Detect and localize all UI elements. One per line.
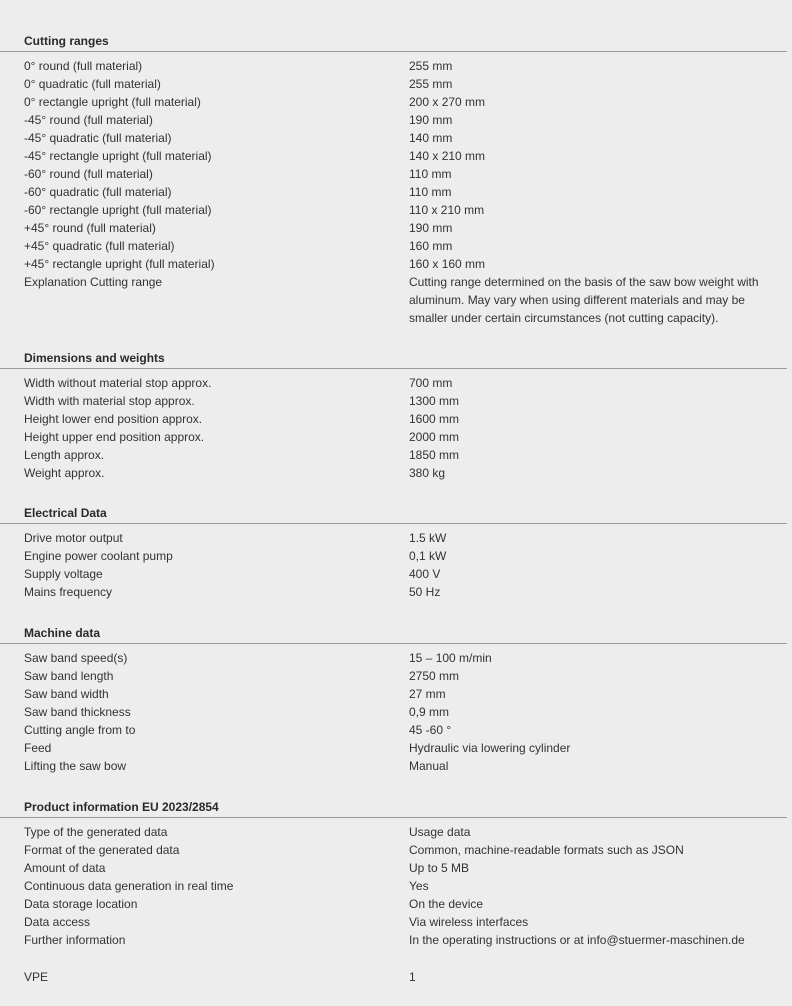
vpe-label: VPE xyxy=(24,970,49,984)
spec-row xyxy=(23,446,787,464)
spec-row xyxy=(23,667,787,685)
spec-label: Feed xyxy=(24,741,52,755)
spec-label: -45° quadratic (full material) xyxy=(24,131,172,145)
spec-row xyxy=(23,877,787,895)
spec-value: 190 mm xyxy=(409,221,453,235)
spec-label: 0° round (full material) xyxy=(24,59,143,73)
spec-row xyxy=(23,757,787,775)
spec-row xyxy=(23,968,787,986)
spec-row xyxy=(23,913,787,931)
spec-row xyxy=(23,147,787,165)
spec-value: Common, machine-readable formats such as JSON xyxy=(409,843,684,857)
spec-value: 110 mm xyxy=(409,167,452,181)
spec-value: 1300 mm xyxy=(409,394,460,408)
spec-rows xyxy=(23,649,787,775)
section-title: Product information EU 2023/2854 xyxy=(24,800,219,814)
spec-label: -45° rectangle upright (full material) xyxy=(24,149,212,163)
vpe-value: 1 xyxy=(409,970,416,984)
spec-label: +45° quadratic (full material) xyxy=(24,239,175,253)
spec-row xyxy=(23,565,787,583)
spec-value: 2750 mm xyxy=(409,669,460,683)
spec-label: 0° quadratic (full material) xyxy=(24,77,161,91)
spec-label: Cutting angle from to xyxy=(24,723,136,737)
spec-row xyxy=(23,529,787,547)
spec-row xyxy=(23,547,787,565)
section-title: Machine data xyxy=(24,626,101,640)
section-title: Dimensions and weights xyxy=(24,351,165,365)
spec-row xyxy=(23,75,787,93)
spec-label: Height lower end position approx. xyxy=(24,412,203,426)
section-divider xyxy=(0,643,787,644)
spec-row xyxy=(23,739,787,757)
spec-value: 1.5 kW xyxy=(409,531,447,545)
spec-label: Weight approx. xyxy=(24,466,105,480)
spec-value: 1600 mm xyxy=(409,412,460,426)
section-divider xyxy=(0,368,787,369)
spec-row xyxy=(23,685,787,703)
section-divider xyxy=(0,523,787,524)
spec-row xyxy=(23,129,787,147)
spec-row xyxy=(23,392,787,410)
spec-label: Lifting the saw bow xyxy=(24,759,127,773)
vpe-row xyxy=(23,968,787,986)
spec-row xyxy=(23,165,787,183)
spec-value: In the operating instructions or at info@stuermer-maschinen.de xyxy=(409,933,745,947)
spec-value: Cutting range determined on the basis of the saw bow weight with aluminum. May vary when using different materials and may be smaller under certain circumstances (not cutting capacity). xyxy=(409,275,759,325)
section-divider xyxy=(0,817,787,818)
spec-row xyxy=(23,374,787,392)
spec-label: Engine power coolant pump xyxy=(24,549,173,563)
spec-value: 190 mm xyxy=(409,113,453,127)
spec-value: Yes xyxy=(409,879,429,893)
spec-label: Width with material stop approx. xyxy=(24,394,195,408)
spec-row xyxy=(23,895,787,913)
spec-value: 2000 mm xyxy=(409,430,460,444)
spec-rows xyxy=(23,529,787,601)
spec-value: 140 x 210 mm xyxy=(409,149,486,163)
spec-value: 0,9 mm xyxy=(409,705,450,719)
spec-label: Amount of data xyxy=(24,861,106,875)
spec-row xyxy=(23,464,787,482)
spec-label: 0° rectangle upright (full material) xyxy=(24,95,201,109)
spec-value: 700 mm xyxy=(409,376,453,390)
section-electrical-data xyxy=(23,504,787,601)
spec-label: Data storage location xyxy=(24,897,138,911)
spec-label: Data access xyxy=(24,915,91,929)
spec-row xyxy=(23,583,787,601)
spec-row xyxy=(23,57,787,75)
section-dimensions-weights xyxy=(23,349,787,482)
spec-value: 50 Hz xyxy=(409,585,441,599)
spec-value: 160 mm xyxy=(409,239,453,253)
spec-row xyxy=(23,841,787,859)
spec-value: 140 mm xyxy=(409,131,453,145)
spec-row xyxy=(23,201,787,219)
spec-rows xyxy=(23,374,787,482)
spec-value: Manual xyxy=(409,759,449,773)
spec-label: -45° round (full material) xyxy=(24,113,153,127)
spec-label: Type of the generated data xyxy=(24,825,168,839)
spec-rows xyxy=(23,823,787,949)
spec-label: Width without material stop approx. xyxy=(24,376,212,390)
spec-label: -60° rectangle upright (full material) xyxy=(24,203,212,217)
spec-row xyxy=(23,649,787,667)
section-product-information xyxy=(23,798,787,949)
spec-value: 400 V xyxy=(409,567,441,581)
spec-label: Drive motor output xyxy=(24,531,123,545)
spec-label: +45° rectangle upright (full material) xyxy=(24,257,215,271)
spec-value: 0,1 kW xyxy=(409,549,447,563)
spec-label: -60° quadratic (full material) xyxy=(24,185,172,199)
spec-row xyxy=(23,721,787,739)
spec-row xyxy=(23,931,787,949)
spec-label: Length approx. xyxy=(24,448,105,462)
spec-label: Saw band thickness xyxy=(24,705,131,719)
section-cutting-ranges xyxy=(23,32,787,327)
section-title: Electrical Data xyxy=(24,506,107,520)
spec-value: 160 x 160 mm xyxy=(409,257,486,271)
section-machine-data xyxy=(23,624,787,775)
spec-label: Explanation Cutting range xyxy=(24,275,163,289)
spec-label: Saw band speed(s) xyxy=(24,651,128,665)
spec-value: Up to 5 MB xyxy=(409,861,470,875)
spec-value: Usage data xyxy=(409,825,471,839)
spec-row xyxy=(23,859,787,877)
spec-value: 110 x 210 mm xyxy=(409,203,485,217)
spec-value: 255 mm xyxy=(409,59,453,73)
spec-row xyxy=(23,255,787,273)
spec-row xyxy=(23,410,787,428)
spec-row xyxy=(23,93,787,111)
spec-label: Continuous data generation in real time xyxy=(24,879,234,893)
spec-label: -60° round (full material) xyxy=(24,167,153,181)
spec-rows xyxy=(23,57,787,327)
spec-value: 380 kg xyxy=(409,466,446,480)
spec-row xyxy=(23,428,787,446)
spec-row xyxy=(23,219,787,237)
spec-value: Hydraulic via lowering cylinder xyxy=(409,741,571,755)
spec-row xyxy=(23,273,787,327)
spec-label: Saw band width xyxy=(24,687,109,701)
spec-row xyxy=(23,237,787,255)
spec-value: 255 mm xyxy=(409,77,453,91)
spec-label: Saw band length xyxy=(24,669,114,683)
spec-label: Mains frequency xyxy=(24,585,113,599)
spec-value: Via wireless interfaces xyxy=(409,915,529,929)
spec-row xyxy=(23,183,787,201)
spec-label: Supply voltage xyxy=(24,567,103,581)
spec-value: 45 -60 ° xyxy=(409,723,452,737)
spec-row xyxy=(23,823,787,841)
spec-value: On the device xyxy=(409,897,484,911)
spec-value: 1850 mm xyxy=(409,448,460,462)
section-divider xyxy=(0,51,787,52)
spec-label: +45° round (full material) xyxy=(24,221,156,235)
section-title: Cutting ranges xyxy=(24,34,109,48)
spec-value: 27 mm xyxy=(409,687,446,701)
spec-value: 200 x 270 mm xyxy=(409,95,486,109)
spec-label: Height upper end position approx. xyxy=(24,430,205,444)
spec-value: 110 mm xyxy=(409,185,452,199)
spec-label: Format of the generated data xyxy=(24,843,180,857)
spec-row xyxy=(23,111,787,129)
spec-label: Further information xyxy=(24,933,126,947)
spec-row xyxy=(23,703,787,721)
spec-value: 15 – 100 m/min xyxy=(409,651,492,665)
